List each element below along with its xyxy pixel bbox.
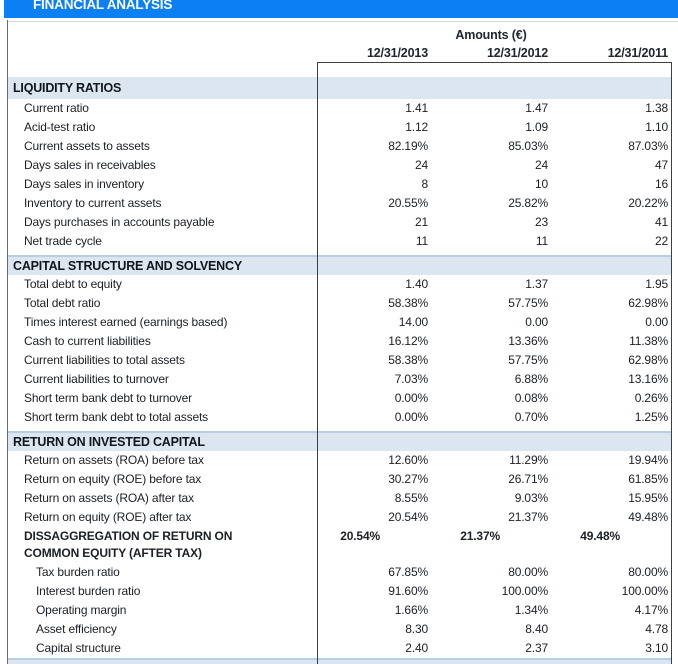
- cell-value: 8: [421, 177, 428, 191]
- row-label: Cash to current liabilities: [24, 334, 151, 348]
- row-label: Return on equity (ROE) before tax: [24, 472, 202, 486]
- cell-value: 0.00: [645, 315, 668, 329]
- cell-value: 8.30: [405, 622, 428, 636]
- row-label: Operating margin: [36, 603, 127, 617]
- cell-value: 0.00%: [394, 410, 428, 424]
- report-title: FINANCIAL ANALYSIS: [33, 0, 173, 12]
- cell-value: 16.12%: [388, 334, 428, 348]
- cell-value: 11: [415, 234, 428, 248]
- cell-value: 24: [534, 158, 548, 172]
- table-row: [8, 489, 672, 508]
- cell-value: 1.95: [645, 277, 668, 291]
- row-label: Total debt to equity: [24, 277, 122, 291]
- cell-value: 82.19%: [388, 139, 428, 153]
- table-row: [8, 118, 672, 137]
- cell-value: 21: [414, 215, 428, 229]
- table-row: [8, 194, 672, 213]
- row-label: Days sales in receivables: [24, 158, 156, 172]
- column-header-2012: 12/31/2012: [486, 46, 548, 60]
- cell-value: 13.16%: [628, 372, 668, 386]
- section-header: [8, 255, 672, 275]
- table-row: [8, 232, 672, 251]
- cell-value: 26.71%: [508, 472, 548, 486]
- ratios-table-body: [8, 77, 672, 664]
- cell-value: 9.03%: [514, 491, 548, 505]
- row-label: Current liabilities to turnover: [24, 372, 169, 386]
- table-row: [8, 370, 672, 389]
- cell-value: 91.60%: [388, 584, 428, 598]
- table-row: [8, 563, 672, 582]
- cell-value: 0.00%: [394, 391, 428, 405]
- row-label: Total debt ratio: [24, 296, 101, 310]
- row-label: Return on assets (ROA) after tax: [24, 491, 194, 505]
- cell-value: 20.22%: [628, 196, 668, 210]
- cell-value: 1.25%: [634, 410, 668, 424]
- section-header: [8, 77, 672, 99]
- section-header: [8, 431, 672, 451]
- row-label: Interest burden ratio: [36, 584, 141, 598]
- table-row: [8, 582, 672, 601]
- section-gap: [8, 251, 672, 254]
- cell-value: 1.41: [405, 101, 428, 115]
- row-label: Short term bank debt to total assets: [24, 410, 209, 424]
- cell-value: 30.27%: [388, 472, 428, 486]
- row-label: Capital structure: [36, 641, 121, 655]
- column-headers-row: [8, 46, 672, 62]
- cell-value: 1.12: [405, 120, 428, 134]
- table-row: [8, 175, 672, 194]
- row-label: Inventory to current assets: [24, 196, 162, 210]
- cell-value: 1.37: [525, 277, 548, 291]
- row-label: Current liabilities to total assets: [24, 353, 185, 367]
- row-label: Current assets to assets: [24, 139, 150, 153]
- row-label: Short term bank debt to turnover: [24, 391, 192, 405]
- cell-value: 80.00%: [628, 565, 668, 579]
- cell-value: 20.54%: [388, 510, 428, 524]
- cell-value: 4.17%: [634, 603, 668, 617]
- section-title: CAPITAL STRUCTURE AND SOLVENCY: [13, 259, 242, 273]
- column-header-2013: 12/31/2013: [366, 46, 428, 60]
- cell-value: 1.66%: [394, 603, 428, 617]
- row-label: Current ratio: [24, 101, 89, 115]
- cell-value: 0.26%: [634, 391, 668, 405]
- column-header-2011: 12/31/2011: [607, 46, 668, 60]
- cell-value: 25.82%: [508, 196, 548, 210]
- table-row: [8, 213, 672, 232]
- cell-value: 67.85%: [388, 565, 428, 579]
- table-left-border: [7, 20, 8, 664]
- cell-value: 47: [654, 158, 668, 172]
- table-top-line: [7, 21, 678, 22]
- cell-value: 14.00: [398, 315, 428, 329]
- table-row: [8, 313, 672, 332]
- cell-value: 41: [654, 215, 668, 229]
- table-row: [8, 351, 672, 370]
- row-label: Days sales in inventory: [24, 177, 144, 191]
- row-label: Tax burden ratio: [36, 565, 120, 579]
- row-label: Acid-test ratio: [24, 120, 96, 134]
- table-row: [8, 332, 672, 351]
- cell-value: 1.47: [525, 101, 548, 115]
- cell-value: 49.48%: [580, 529, 620, 543]
- table-row: [8, 451, 672, 470]
- cell-value: 57.75%: [508, 296, 548, 310]
- table-row: [8, 137, 672, 156]
- cell-value: 11.38%: [629, 334, 668, 348]
- cell-value: 85.03%: [508, 139, 548, 153]
- section-gap: [8, 427, 672, 430]
- cell-value: 6.88%: [514, 372, 548, 386]
- table-row: [8, 620, 672, 639]
- cell-value: 100.00%: [621, 584, 668, 598]
- table-row: [8, 408, 672, 427]
- table-row: [8, 508, 672, 527]
- table-row: [8, 294, 672, 313]
- cell-value: 22: [654, 234, 668, 248]
- cell-value: 11: [535, 234, 548, 248]
- cell-value: 49.48%: [628, 510, 668, 524]
- cell-value: 8.40: [525, 622, 548, 636]
- cell-value: 80.00%: [508, 565, 548, 579]
- cell-value: 61.85%: [628, 472, 668, 486]
- cell-value: 57.75%: [508, 353, 548, 367]
- cell-value: 15.95%: [628, 491, 668, 505]
- cell-value: 1.10: [645, 120, 668, 134]
- table-row: [8, 639, 672, 658]
- table-row: [8, 275, 672, 294]
- row-label: Return on equity (ROE) after tax: [24, 510, 192, 524]
- cell-value: 11.29%: [509, 453, 548, 467]
- cell-value: 58.38%: [388, 296, 428, 310]
- section-title: LIQUIDITY RATIOS: [13, 81, 122, 95]
- cell-value: 1.34%: [514, 603, 548, 617]
- cell-value: 13.36%: [508, 334, 548, 348]
- table-row: [8, 99, 672, 118]
- cell-value: 19.94%: [628, 453, 668, 467]
- amounts-header-row: [0, 28, 678, 44]
- row-label: Asset efficiency: [36, 622, 117, 636]
- cell-value: 0.00: [525, 315, 548, 329]
- amounts-header: Amounts (€): [455, 28, 527, 42]
- cell-value: 21.37%: [460, 529, 500, 543]
- table-row: [8, 470, 672, 489]
- cell-value: 24: [414, 158, 428, 172]
- cell-value: 2.37: [525, 641, 548, 655]
- cell-value: 62.98%: [628, 353, 668, 367]
- row-label: Net trade cycle: [24, 234, 102, 248]
- next-section-strip: [8, 658, 672, 664]
- row-label: DISSAGGREGATION OF RETURN ON COMMON EQUITY (AFTER TAX): [24, 529, 233, 560]
- table-row: [8, 156, 672, 175]
- cell-value: 2.40: [405, 641, 428, 655]
- column-headers-spacer: [8, 46, 312, 62]
- cell-value: 1.38: [645, 101, 668, 115]
- cell-value: 62.98%: [628, 296, 668, 310]
- cell-value: 100.00%: [501, 584, 548, 598]
- table-row: [8, 389, 672, 408]
- cell-value: 21.37%: [508, 510, 548, 524]
- table-row: [8, 527, 672, 563]
- cell-value: 0.08%: [514, 391, 548, 405]
- cell-value: 3.10: [645, 641, 668, 655]
- cell-value: 7.03%: [394, 372, 428, 386]
- row-label: Return on assets (ROA) before tax: [24, 453, 204, 467]
- cell-value: 0.70%: [514, 410, 548, 424]
- cell-value: 10: [534, 177, 548, 191]
- cell-value: 20.54%: [340, 529, 380, 543]
- cell-value: 20.55%: [388, 196, 428, 210]
- cell-value: 1.40: [405, 277, 428, 291]
- section-title: RETURN ON INVESTED CAPITAL: [13, 435, 205, 449]
- cell-value: 87.03%: [628, 139, 668, 153]
- row-label: Days purchases in accounts payable: [24, 215, 215, 229]
- cell-value: 1.09: [525, 120, 548, 134]
- row-label: Times interest earned (earnings based): [24, 315, 228, 329]
- cell-value: 58.38%: [388, 353, 428, 367]
- table-row: [8, 601, 672, 620]
- cell-value: 23: [534, 215, 548, 229]
- cell-value: 16: [654, 177, 668, 191]
- cell-value: 4.78: [645, 622, 668, 636]
- cell-value: 8.55%: [394, 491, 428, 505]
- cell-value: 12.60%: [388, 453, 428, 467]
